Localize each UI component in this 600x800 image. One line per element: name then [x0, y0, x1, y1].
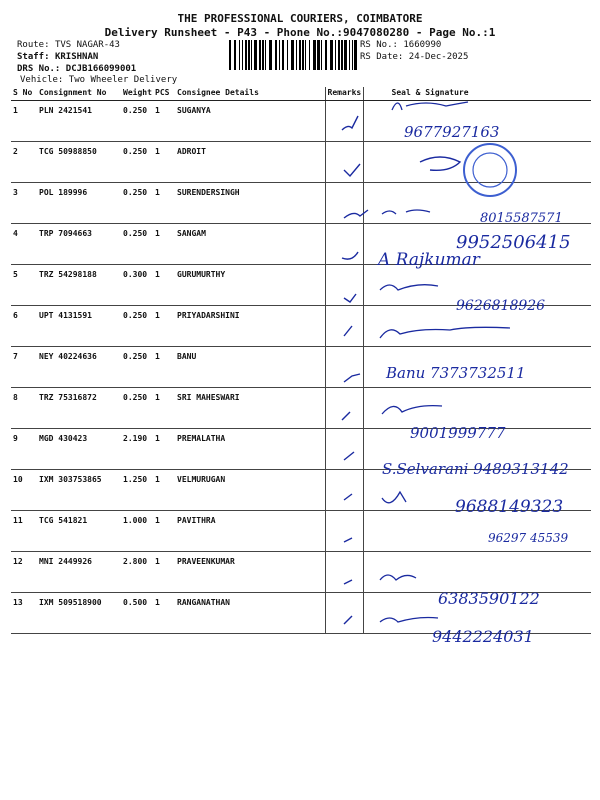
barcode-bar	[299, 40, 301, 70]
sign-row5-phone: 9626818926	[456, 298, 546, 314]
table-row	[11, 183, 591, 224]
sign-row11-phone: 96297 45539	[488, 531, 569, 545]
barcode-bar	[302, 40, 304, 70]
cell-sno: 5	[11, 265, 37, 306]
cell-consignment: PLN 2421541	[37, 101, 121, 142]
cell-remarks	[325, 142, 363, 183]
cell-pcs: 1	[153, 101, 175, 142]
sign-row10-phone: 9688149323	[455, 497, 564, 517]
cell-consignee: ADROIT	[175, 142, 325, 183]
cell-remarks	[325, 511, 363, 552]
barcode-bar	[279, 40, 280, 70]
barcode-bar	[349, 40, 350, 70]
cell-sno: 1	[11, 101, 37, 142]
cell-remarks	[325, 183, 363, 224]
barcode-bar	[248, 40, 250, 70]
barcode-bar	[341, 40, 343, 70]
cell-remarks	[325, 593, 363, 634]
sign-row4-name: A Rajkumar	[378, 250, 480, 270]
table-row	[11, 511, 591, 552]
cell-sno: 13	[11, 593, 37, 634]
barcode-bar	[269, 40, 272, 70]
table-row	[11, 470, 591, 511]
cell-sno: 4	[11, 224, 37, 265]
table-row	[11, 224, 591, 265]
cell-consignment: TCG 541821	[37, 511, 121, 552]
barcode-bar	[338, 40, 340, 70]
cell-consignment: MGD 430423	[37, 429, 121, 470]
sign-row4-phone: 9952506415	[456, 232, 571, 253]
barcode-bar	[291, 40, 294, 70]
cell-remarks	[325, 429, 363, 470]
barcode-bar	[242, 40, 243, 70]
cell-consignment: POL 189996	[37, 183, 121, 224]
cell-seal	[363, 429, 591, 470]
vehicle-value: Two Wheeler Delivery	[68, 75, 178, 85]
cell-remarks	[325, 306, 363, 347]
barcode-bar	[354, 40, 357, 70]
cell-pcs: 1	[153, 593, 175, 634]
cell-seal	[363, 101, 591, 142]
cell-consignment: TRZ 75316872	[37, 388, 121, 429]
cell-seal	[363, 511, 591, 552]
staff-value: KRISHNAN	[54, 52, 99, 62]
barcode-bar	[287, 40, 288, 70]
cell-remarks	[325, 224, 363, 265]
barcode-bar	[313, 40, 316, 70]
cell-remarks	[325, 347, 363, 388]
table-row	[11, 265, 591, 306]
cell-consignee: PAVITHRA	[175, 511, 325, 552]
cell-weight: 0.250	[121, 142, 153, 183]
barcode-bar	[239, 40, 240, 70]
barcode-bar	[305, 40, 306, 70]
cell-consignee: RANGANATHAN	[175, 593, 325, 634]
cell-sno: 3	[11, 183, 37, 224]
cell-weight: 1.250	[121, 470, 153, 511]
cell-weight: 2.800	[121, 552, 153, 593]
barcode-bar	[265, 40, 266, 70]
cell-pcs: 1	[153, 183, 175, 224]
cell-weight: 0.250	[121, 388, 153, 429]
col-pcs: PCS	[153, 87, 175, 101]
col-seal: Seal & Signature	[363, 87, 591, 101]
cell-consignee: SANGAM	[175, 224, 325, 265]
cell-sno: 10	[11, 470, 37, 511]
col-sno: S No	[11, 87, 37, 101]
cell-remarks	[325, 101, 363, 142]
cell-consignee: PRIYADARSHINI	[175, 306, 325, 347]
table-row	[11, 142, 591, 183]
cell-consignment: UPT 4131591	[37, 306, 121, 347]
cell-consignment: IXM 509518900	[37, 593, 121, 634]
runsheet-table	[11, 87, 591, 634]
cell-pcs: 1	[153, 388, 175, 429]
cell-weight: 0.250	[121, 101, 153, 142]
barcode-bar	[234, 40, 236, 70]
cell-sno: 9	[11, 429, 37, 470]
cell-remarks	[325, 552, 363, 593]
cell-pcs: 1	[153, 470, 175, 511]
cell-consignment: TRZ 54298188	[37, 265, 121, 306]
cell-pcs: 1	[153, 265, 175, 306]
cell-seal	[363, 470, 591, 511]
drs-value: DCJB166099001	[65, 64, 137, 74]
table-row	[11, 306, 591, 347]
barcode-bar	[296, 40, 297, 70]
cell-remarks	[325, 470, 363, 511]
cell-weight: 1.000	[121, 511, 153, 552]
cell-weight: 0.500	[121, 593, 153, 634]
barcode-bar	[245, 40, 247, 70]
cell-weight: 2.190	[121, 429, 153, 470]
cell-seal	[363, 183, 591, 224]
barcode-bar	[251, 40, 252, 70]
cell-seal	[363, 552, 591, 593]
table-row	[11, 388, 591, 429]
cell-weight: 0.250	[121, 306, 153, 347]
cell-remarks	[325, 265, 363, 306]
col-remarks: Remarks	[325, 87, 363, 101]
cell-consignment: TRP 7094663	[37, 224, 121, 265]
barcode-bar	[321, 40, 322, 70]
table-row	[11, 429, 591, 470]
col-consignment: Consignment No	[37, 87, 121, 101]
cell-pcs: 1	[153, 429, 175, 470]
runsheet-subtitle: Delivery Runsheet - P43 - Phone No.:9047080280 - Page No.:1	[104, 26, 496, 39]
sign-row7-text: Banu 7373732511	[386, 364, 526, 382]
sign-row13-phone: 9442224031	[432, 627, 534, 646]
sign-row3-phone: 8015587571	[480, 211, 563, 226]
cell-remarks	[325, 388, 363, 429]
cell-consignee: PRAVEENKUMAR	[175, 552, 325, 593]
cell-consignee: SUGANYA	[175, 101, 325, 142]
cell-pcs: 1	[153, 552, 175, 593]
cell-consignee: GURUMURTHY	[175, 265, 325, 306]
sign-row9-phone: 9001999777	[410, 424, 506, 442]
cell-consignee: BANU	[175, 347, 325, 388]
rs-no-value: 1660990	[403, 40, 442, 50]
cell-weight: 0.250	[121, 183, 153, 224]
vehicle-line: Vehicle: Two Wheeler Delivery	[20, 75, 178, 85]
cell-pcs: 1	[153, 142, 175, 183]
sign-row9-name-phone: S.Selvarani 9489313142	[382, 460, 569, 478]
route-value: TVS NAGAR-43	[54, 40, 120, 50]
cell-seal	[363, 593, 591, 634]
cell-consignee: PREMALATHA	[175, 429, 325, 470]
barcode-bar	[309, 40, 310, 70]
sign-row12-phone: 6383590122	[438, 589, 540, 608]
cell-seal	[363, 142, 591, 183]
barcode-bar	[262, 40, 264, 70]
cell-pcs: 1	[153, 511, 175, 552]
barcode-bar	[352, 40, 353, 70]
col-weight: Weight	[121, 87, 153, 101]
cell-sno: 11	[11, 511, 37, 552]
table-row	[11, 101, 591, 142]
table-row	[11, 593, 591, 634]
barcode-bar	[259, 40, 261, 70]
cell-consignee: VELMURUGAN	[175, 470, 325, 511]
cell-seal	[363, 306, 591, 347]
cell-sno: 8	[11, 388, 37, 429]
table-header-row	[11, 87, 591, 101]
table-row	[11, 347, 591, 388]
route-line: Route: TVS NAGAR-43	[17, 40, 120, 50]
cell-seal	[363, 388, 591, 429]
rs-date-line: RS Date: 24-Dec-2025	[360, 52, 469, 62]
rs-date-value: 24-Dec-2025	[408, 52, 469, 62]
barcode-bar	[275, 40, 277, 70]
barcode-bar	[344, 40, 347, 70]
cell-sno: 7	[11, 347, 37, 388]
cell-sno: 12	[11, 552, 37, 593]
barcode-bar	[325, 40, 327, 70]
cell-consignee: SRI MAHESWARI	[175, 388, 325, 429]
cell-consignment: MNI 2449926	[37, 552, 121, 593]
staff-line: Staff: KRISHNAN	[17, 52, 99, 62]
cell-weight: 0.250	[121, 347, 153, 388]
cell-pcs: 1	[153, 347, 175, 388]
barcode-bar	[282, 40, 284, 70]
cell-weight: 0.300	[121, 265, 153, 306]
cell-pcs: 1	[153, 224, 175, 265]
barcode-bar	[330, 40, 333, 70]
barcode	[229, 40, 357, 70]
table-row	[11, 552, 591, 593]
cell-seal	[363, 224, 591, 265]
cell-consignee: SURENDERSINGH	[175, 183, 325, 224]
cell-seal	[363, 347, 591, 388]
rs-no-line: RS No.: 1660990	[360, 40, 442, 50]
barcode-bar	[317, 40, 320, 70]
cell-sno: 6	[11, 306, 37, 347]
sign-row1-phone: 9677927163	[404, 123, 500, 141]
col-consignee: Consignee Details	[175, 87, 325, 101]
cell-seal	[363, 265, 591, 306]
cell-pcs: 1	[153, 306, 175, 347]
cell-sno: 2	[11, 142, 37, 183]
drs-line: DRS No.: DCJB166099001	[17, 64, 137, 74]
cell-weight: 0.250	[121, 224, 153, 265]
cell-consignment: IXM 303753865	[37, 470, 121, 511]
page-title: THE PROFESSIONAL COURIERS, COIMBATORE	[177, 12, 423, 25]
barcode-bar	[254, 40, 257, 70]
cell-consignment: NEY 40224636	[37, 347, 121, 388]
cell-consignment: TCG 50988850	[37, 142, 121, 183]
barcode-bar	[229, 40, 231, 70]
barcode-bar	[335, 40, 336, 70]
